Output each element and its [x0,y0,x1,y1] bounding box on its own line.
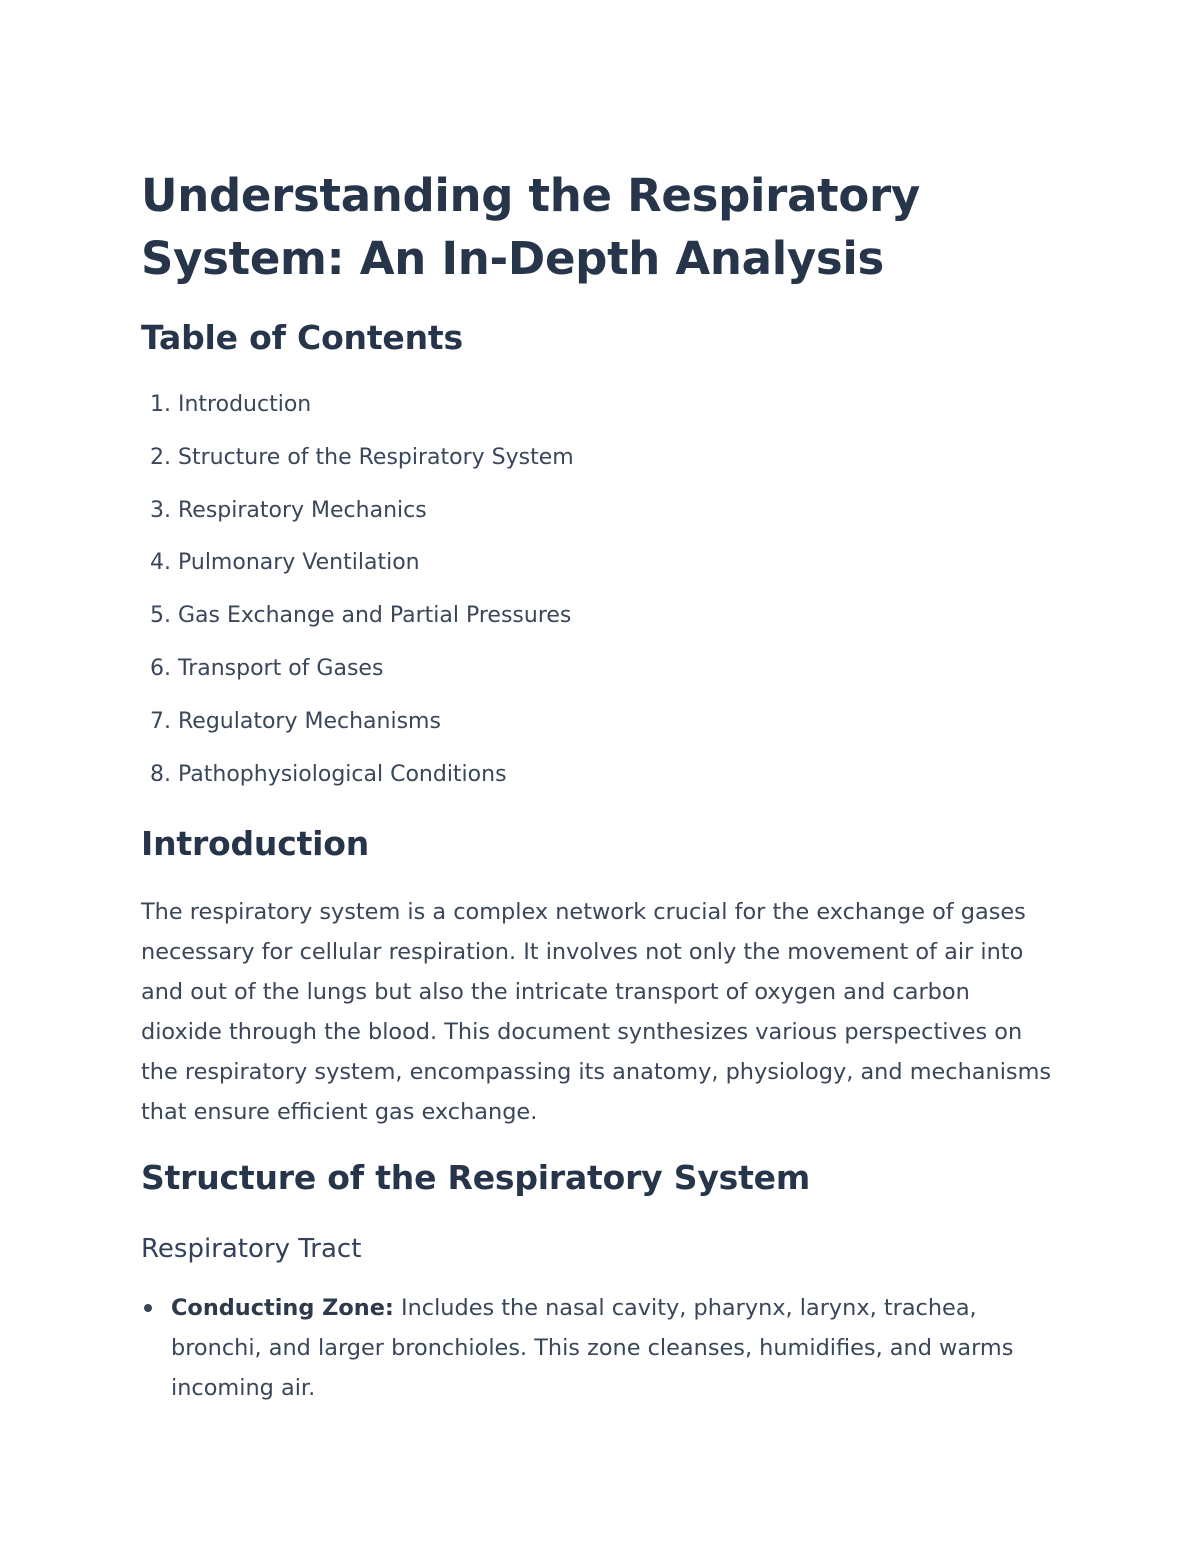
toc-item-label: Transport of Gases [178,655,384,681]
respiratory-tract-subheading: Respiratory Tract [141,1234,362,1264]
toc-item[interactable] [141,652,574,705]
toc-heading: Table of Contents [141,318,463,357]
toc-item-label: Gas Exchange and Partial Pressures [178,603,572,629]
toc-item-number: 6. [150,655,171,681]
toc-item-number: 3. [150,497,171,523]
toc-item-number: 8. [150,761,171,787]
toc-item[interactable] [141,599,574,652]
toc-item[interactable] [141,441,574,494]
bullet-term: Conducting Zone: [171,1295,394,1321]
toc-item[interactable] [141,546,574,599]
toc-item[interactable] [141,758,574,811]
toc-item[interactable] [141,494,574,547]
structure-bullet-list [141,1288,1053,1408]
toc-item-label: Pathophysiological Conditions [178,761,507,787]
toc-item-label: Regulatory Mechanisms [178,708,441,734]
bullet-text: Includes the nasal cavity, pharynx, larynx, trachea, bronchi, and larger bronchioles. This zone cleanses, humidifies, and warms incoming air. [171,1295,1014,1401]
introduction-paragraph: The respiratory system is a complex network crucial for the exchange of gases necessary for cellular respiration. It involves not only the movement of air into and out of the lungs but also the intricate transport of oxygen and carbon dioxide through the blood. This document synthesizes various perspectives on the respiratory system, encompassing its anatomy, physiology, and mechanisms that ensure efficient gas exchange. [141,899,1052,1125]
document-title: Understanding the Respiratory System: An In-Depth Analysis [141,169,920,285]
toc-item-number: 2. [150,444,171,470]
toc-item-number: 1. [150,392,171,417]
toc-item-label: Introduction [178,392,312,417]
toc-item[interactable] [141,705,574,758]
structure-heading: Structure of the Respiratory System [141,1158,811,1197]
toc-item-number: 4. [150,550,171,576]
toc-item-label: Pulmonary Ventilation [178,550,420,576]
bullet-dot-icon [144,1304,152,1312]
toc-item-number: 7. [150,708,171,734]
toc-item-label: Respiratory Mechanics [178,497,427,523]
toc-item-number: 5. [150,603,171,629]
introduction-heading: Introduction [141,824,370,863]
toc-item-label: Structure of the Respiratory System [178,444,574,470]
toc-item[interactable] [141,388,574,441]
list-item [141,1288,1053,1408]
table-of-contents [141,388,574,810]
